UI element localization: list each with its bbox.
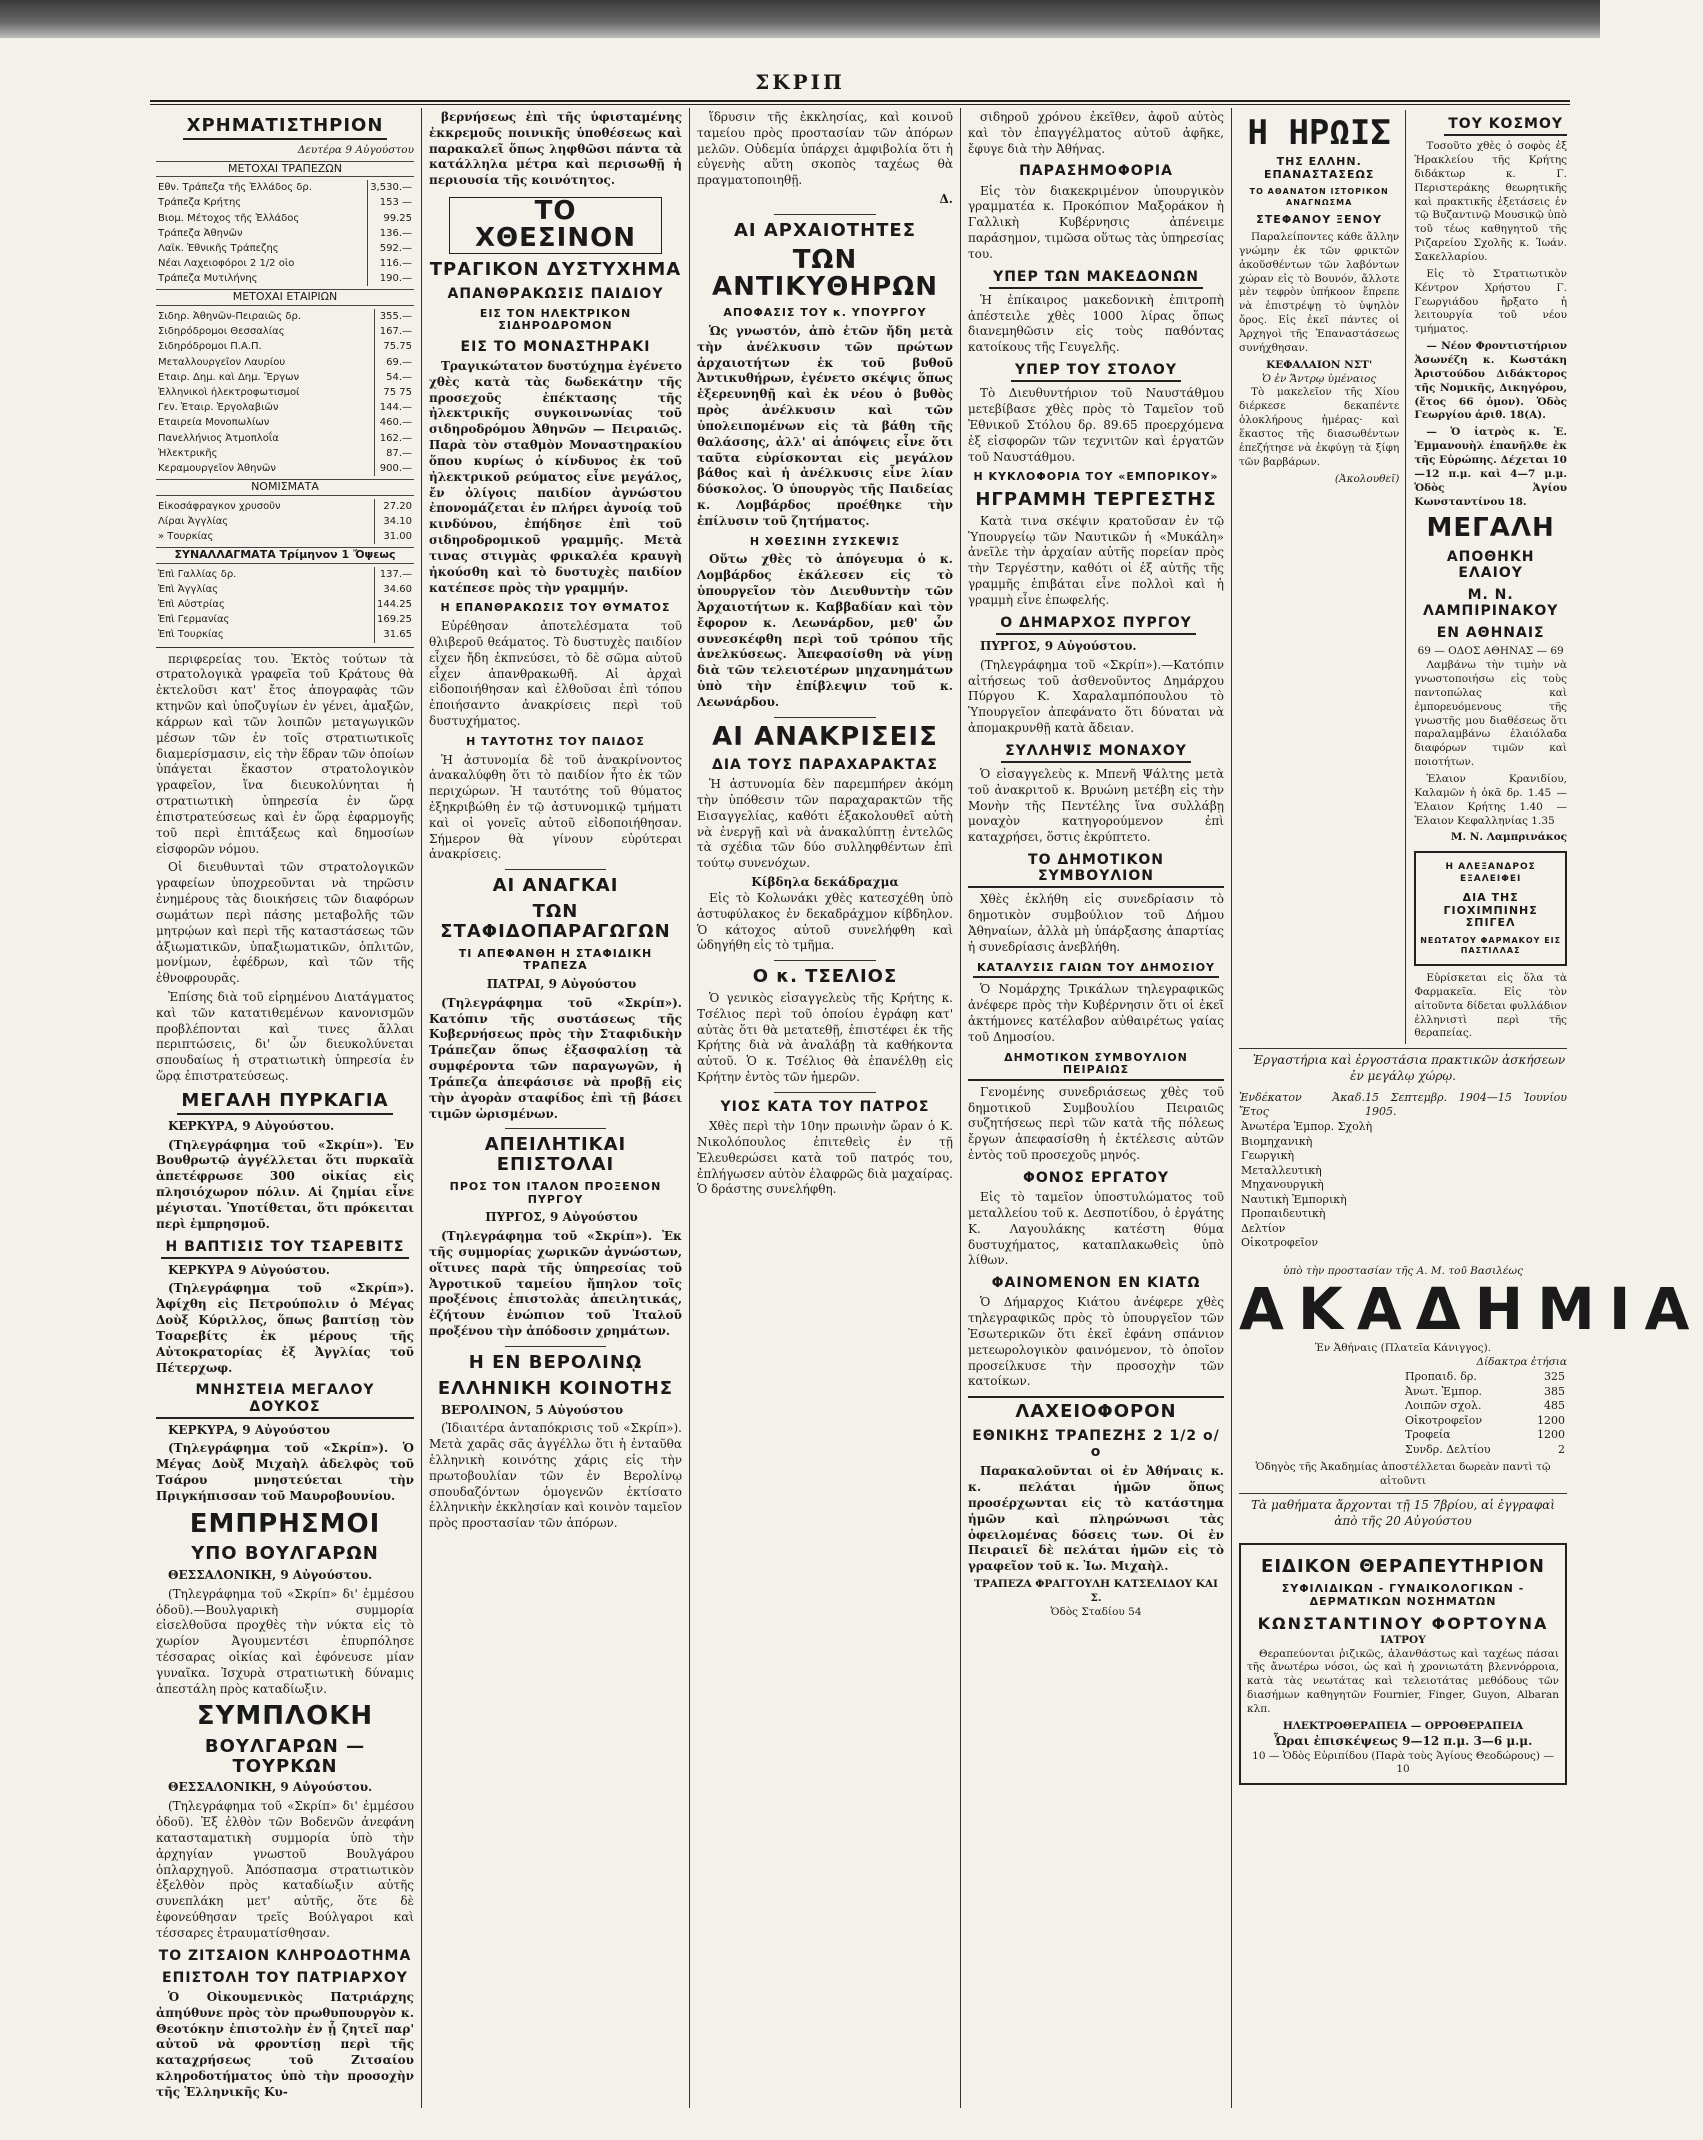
row-label: Βιομ. Μέτοχος τῆς Ἑλλάδος — [158, 212, 300, 224]
article-paragraph: Ἡ ἀστυνομία δὲν παρεμπήρεν ἀκόμη τὴν ὑπόθεσιν τῶν παραχαρακτῶν τῆς Εισαγγελίας, καθότι ἐξακολουθεῖ αὐτὴ νὰ ἐνεργῇ καὶ νὰ ἀνακαλύπτῃ ἐντελῶς τὰ σχέδια τῶν δύο συλληφθέντων ἐπὶ τούτῳ συνενόχων. — [697, 777, 953, 871]
table-row — [156, 461, 414, 476]
row-label: Εἰκοσάφραγκον χρυσοῦν — [158, 500, 281, 512]
currency-header: ΝΟΜΙΣΜΑΤΑ — [156, 479, 414, 496]
row-label: Τροφεία — [1405, 1428, 1451, 1442]
article-paragraph: (Τηλεγράφημα τοῦ «Σκρίπ»).—Κατόπιν αἰτήσεως τοῦ ἀσθενοῦντος Δημάρχου Πύργου Κ. Χαραλαμπόπουλου τὸ Ὑπουργεῖον ἀπεφάνατο ὅτι δύναται νὰ ἀπομακρυνθῇ κατὰ ἄδειαν. — [968, 657, 1224, 735]
akademia-note: Ὁδηγὸς τῆς Ἀκαδημίας ἀποστέλλεται δωρεὰν παντὶ τῷ αἰτοῦντι — [1255, 1461, 1551, 1487]
article-paragraph: Εὑρίσκεται εἰς ὅλα τὰ Φαρμακεῖα. Εἰς τὸν αἰτοῦντα δίδεται φυλλάδιον ἐλληνιστὶ περὶ τῆς θεραπείας. — [1414, 972, 1567, 1040]
headline-council: ΤΟ ΔΗΜΟΤΙΚΟΝ ΣΥΜΒΟΥΛΙΟΝ — [968, 852, 1224, 888]
headline-berlin-2: ΕΛΛΗΝΙΚΗ ΚΟΙΝΟΤΗΣ — [437, 1377, 674, 1399]
column-divider — [421, 108, 422, 2108]
table-row — [156, 627, 414, 642]
headline-macedonians: ΥΠΕΡ ΤΩΝ ΜΑΚΕΔΟΝΩΝ — [968, 269, 1224, 289]
headline-main-2: ΤΡΑΓΙΚΟΝ ΔΥΣΤΥΧΗΜΑ — [429, 258, 682, 280]
row-value: 190.— — [368, 271, 414, 286]
divider — [774, 960, 876, 961]
scan-top-band — [0, 0, 1600, 38]
lottery-signature: ΤΡΑΠΕΖΑ ΦΡΑΓΓΟΥΛΗ ΚΑΤΣΕΛΙΔΟΥ ΚΑΙ Σ. — [974, 1578, 1218, 1604]
table-row — [1239, 1135, 1567, 1150]
headline-baptism: Η ΒΑΠΤΙΣΙΣ ΤΟΥ ΤΣΑΡΕΒΙΤΣ — [156, 1239, 414, 1259]
dateline: ΠΥΡΓΟΣ, 9 Αὐγούστου — [485, 1210, 638, 1225]
headline-lands: ΚΑΤΑΛΥΣΙΣ ΓΑΙΩΝ ΤΟΥ ΔΗΜΟΣΙΟΥ — [968, 962, 1224, 979]
headline-arson: ΕΜΠΡΗΣΜΟΙ — [189, 1508, 381, 1539]
headline-son: ΥΙΟΣ ΚΑΤΑ ΤΟΥ ΠΑΤΡΟΣ — [720, 1098, 930, 1115]
pharma-ad-title-2: ΔΙΑ ΤΗΣ ΓΙΟΧΙΜΠΙΝΗΣ ΣΠΙΓΕΛ — [1443, 890, 1538, 930]
headline-line: Η ΚΥΚΛΟΦΟΡΙΑ ΤΟΥ «ΕΜΠΟΡΙΚΟΥ» — [973, 470, 1219, 484]
article-paragraph: (Τηλεγράφημα τοῦ «Σκρίπ»). Ἐν Βουθρωτῷ ἀγγέλλεται ὅτι πυρκαϊὰ ἀπετέφρωσε 300 οἰκίας εἰς πλησιόχωρον πόλιν. Αἱ ζημίαι εἶνε μέγισται. Ὑποτίθεται, ὅτι πρόκειται περὶ ἐμπρησμοῦ. — [156, 1137, 414, 1231]
divider — [505, 869, 606, 870]
workshop-note: Ἐργαστήρια καὶ ἐργοστάσια πρακτικῶν ἀσκήσεων ἐν μεγάλῳ χώρῳ. — [1252, 1053, 1566, 1084]
article-paragraph: Παρακαλοῦνται οἱ ἐν Ἀθήναις κ. κ. πελάται ἡμῶν ὅπως προσέρχωνται εἰς τὸ κατάστημα ἡμῶν καὶ πληρώνωσι τὰς ὀφειλομένας δόσεις των. Οἱ ἐν Πειραιεῖ δὲ πελάται ἡμῶν εἰς τὸ γραφεῖον τοῦ κ. Ἰω. Μιχαὴλ. — [968, 1464, 1224, 1574]
akademia-year: Ἐνδέκατον Ἀκαδ. Ἔτος — [1239, 1090, 1365, 1119]
article-paragraph: Ὡς γνωστόν, ἀπὸ ἐτῶν ἤδη μετὰ τὴν ἀνέλκυσιν τῶν πρώτων ἀρχαιοτήτων ἐκ τοῦ βυθοῦ Ἀντικυθήρων, ἐγένετο σκέψις ὅπως ἐξερευνηθῇ καὶ ἐκ νέου ὁ βυθὸς πρὸς ἀνέλκυσιν καὶ τῶν ὑπολειπομένων εἰς τὰ βάθη τῆς θαλάσσης, ἀλλ' αἱ ἀπόψεις εἶνε ὅτι ταῦτα εὑρίσκονται εἰς μεγάλον βάθος καὶ ἡ ἀνέλκυσις εἶνε λίαν δύσκολος. Ὁ ὑπουργὸς τῆς Παιδείας κ. Λομβάρδος προέθηκε τὴν ἐπίλυσιν τοῦ ζητήματος. — [697, 324, 953, 528]
row-value: 87.— — [374, 446, 414, 461]
header-rule-thin — [150, 104, 1570, 105]
headline-main: ΤΟ ΧΘΕΣΙΝΟΝ — [449, 197, 662, 254]
column-divider — [960, 108, 961, 2108]
row-value: 144.— — [374, 400, 414, 415]
headline-decoration: ΠΑΡΑΣΗΜΟΦΟΡΙΑ — [1019, 163, 1173, 180]
article-paragraph: Ὁ Δήμαρχος Κιάτου ἀνέφερε χθὲς τηλεγραφικῶς πρὸς τὸ ὑπουργεῖον τῶν Ἐσωτερικῶν ὅτι ἐκεῖ ἐφάνη σπάνιον μετεωρολογικὸν φαινόμενον, τὸ ὁποῖον προσείλκυσε τὴν προσοχὴν τῶν κατοίκων. — [968, 1295, 1224, 1389]
table-row — [156, 339, 414, 354]
subheadline: Η ΧΘΕΣΙΝΗ ΣΥΣΚΕΨΙΣ — [749, 534, 901, 548]
akademia-header — [1239, 1091, 1567, 1120]
column-5 — [1233, 110, 1703, 2110]
row-value: 167.— — [374, 324, 414, 339]
article-paragraph: Τοσοῦτο χθὲς ὁ σοφὸς ἐξ Ἡρακλείου τῆς Κρήτης διδάκτωρ κ. Γ. Περιστεράκης θεωρητικῆς καὶ πρακτικῆς ἐξετάσεις ἐν τῷ Βυζαντινῷ Μουσικῷ ὑπὸ τοῦ τέως καθηγητοῦ τῆς Ριζαρείου Σχολῆς κ. Ἰωάν. Σακελλαρίου. — [1414, 140, 1567, 263]
headline-heroine-3: ΤΟ ΑΘΑΝΑΤΟΝ ΙΣΤΟΡΙΚΟΝ ΑΝΑΓΝΩΣΜΑ — [1249, 187, 1389, 207]
table-row — [156, 226, 414, 241]
pharma-ad-title: Η ΑΛΕΞΑΝΔΡΟΣ ΕΞΑΛΕΙΦΕΙ — [1445, 862, 1536, 885]
headline-worker: ΦΟΝΟΣ ΕΡΓΑΤΟΥ — [1022, 1169, 1170, 1186]
table-row — [156, 415, 414, 430]
dateline: ΘΕΣΣΑΛΟΝΙΚΗ, 9 Αὐγούστου. — [168, 1780, 373, 1795]
row-label: Ἑλληνικοὶ ἠλεκτροφωτισμοί — [158, 386, 300, 398]
table-row — [156, 529, 414, 544]
table-row — [1403, 1399, 1567, 1414]
article-paragraph: Ὁ εἰσαγγελεὺς κ. Μπενῆ Ψάλτης μετὰ τοῦ ἀνακριτοῦ κ. Βρυώνη μετέβη εἰς τὴν Μονὴν τῆς Πεντέλης ἵνα συλλάβῃ μοναχὸν κατηγορούμενον ἐπὶ καταχρήσει, ὅστις ἐκρύπτετο. — [968, 766, 1224, 845]
dateline: ΘΕΣΣΑΛΟΝΙΚΗ, 9 Αὐγούστου. — [168, 1567, 373, 1582]
article-paragraph: βερνήσεως ἐπὶ τῆς ὑφισταμένης ἐκκρεμοῦς ποινικῆς ὑποθέσεως καὶ παρακαλεῖ ὅπως ληφθῶσι πάντα τὰ κατάλληλα μέτρα καὶ περισωθῇ ἡ περιουσία τῆς κοινότητος. — [429, 110, 682, 188]
article-paragraph: Τὸ Διευθυντήριον τοῦ Ναυστάθμου μετεβίβασε χθὲς πρὸς τὸ Ταμεῖον τοῦ Ἐθνικοῦ Στόλου δρ. 89.65 προερχόμενα ἐξ εἰσφορῶν τῶν τεχνιτῶν καὶ ἐργατῶν τοῦ Ναυστάθμου. — [968, 386, 1224, 464]
row-value: 34.60 — [374, 582, 414, 597]
column-1 — [150, 110, 420, 2110]
divider — [505, 1346, 606, 1347]
section-label: Βιομηχανικὴ — [1241, 1134, 1313, 1148]
article-paragraph: (Ἰδιαιτέρα ἀνταπόκρισις τοῦ «Σκρίπ»). Μετὰ χαρᾶς σᾶς ἀγγέλλω ὅτι ἡ ἐνταῦθα ἑλληνικὴ κοινότης χάρις εἰς τὴν πρωτοβουλίαν τῶν ἐν Βερολίνῳ σπουδαζόντων ὁμογενῶν ἐκτίσατο ἑλληνικὴν ἐκκλησίαν καὶ κοινὸν ταμεῖον πρὸς προστασίαν τῶν ἀπόρων. — [429, 1421, 682, 1531]
headline-antiquities: ΑΙ ΑΡΧΑΙΟΤΗΤΕΣ — [733, 219, 917, 241]
divider — [774, 1092, 876, 1093]
headline-inquiries-2: ΔΙΑ ΤΟΥΣ ΠΑΡΑΧΑΡΑΚΤΑΣ — [712, 756, 938, 773]
divider — [1239, 1048, 1567, 1049]
chapter-subtitle: Ὁ ἐν Ἄντρῳ ὑμέναιος — [1261, 372, 1377, 385]
article-paragraph: σιδηροῦ χρόνου ἐκεῖθεν, ἀφοῦ αὐτὸς καὶ τὸν ἐπαγγέλματος αὐτοῦ ἀφῆκε, ἔφυγε διὰ τὴν Ἀθήνας. — [968, 110, 1224, 156]
row-value: 485 — [1544, 1399, 1565, 1413]
headline-raisin-3: ΤΙ ΑΠΕΦΑΝΘΗ Η ΣΤΑΦΙΔΙΚΗ ΤΡΑΠΕΖΑ — [458, 946, 653, 973]
headline-heroine-2: ΤΗΣ ΕΛΛΗΝ. ΕΠΑΝΑΣΤΑΣΕΩΣ — [1263, 155, 1375, 181]
article-paragraph: Λαμβάνω τὴν τιμὴν νὰ γνωστοποιήσω εἰς τοὺς παντοπώλας καὶ ἐμπορευόμενους τῆς γνωστῆς μου διαθέσεως ὅτι παραλαμβάνω ἐλαιόλαδα διαφόρων τιμῶν καὶ ποιοτήτων. — [1414, 659, 1567, 769]
table-row — [156, 612, 414, 627]
row-value: 162.— — [374, 431, 414, 446]
row-label: Σιδηρόδρομοι Θεσσαλίας — [158, 326, 285, 338]
article-paragraph: Εἰς τὸ Κολωνάκι χθὲς κατεσχέθη ὑπὸ ἀστυφύλακος ἐν δεκαδράχμον κίβδηλον. Ὁ κάτοχος αὐτοῦ συνελήφθη καὶ ὡδηγήθη εἰς τὸ τμῆμα. — [697, 890, 953, 953]
article-paragraph: Θεραπεύονται ῥιζικῶς, ἀλανθάστως καὶ ταχέως πάσαι τῆς ἄνωτέρω νόσοι, ὡς καὶ ἡ χρονιωτάτη βλεννόρροια, κατὰ τὰς νεωτάτας καὶ τελειοτάτας μεθόδους τῶν διασήμων καθηγητῶν Fournier, Finger, Guyon, Albaran κλπ. — [1247, 1647, 1559, 1715]
column-3 — [691, 110, 959, 2110]
row-value: 31.65 — [374, 627, 414, 642]
row-label: Λοιπῶν σχολ. — [1405, 1399, 1482, 1413]
world-section — [1414, 110, 1567, 1044]
table-row — [156, 582, 414, 597]
table-row — [1239, 1120, 1567, 1135]
article-paragraph: Ἡ ἀστυνομία δὲ τοῦ ἀνακρίνοντος ἀνακαλύφθη ὅτι τὸ παιδίον ἦτο ἐκ τῶν περιχώρων. Ἡ ταυτότης τοῦ θύματος ἐξηκριβώθη ἐν τῷ ἀστυνομικῷ τμήματι καὶ οἱ γονεῖς αὐτοῦ εἰδοποιήθησαν. Σήμερον θὰ γίνουν εὐρύτεραι ἀνακρίσεις. — [429, 752, 682, 862]
headline-lottery: ΛΑΧΕΙΟΦΟΡΟΝ — [968, 1396, 1224, 1422]
table-row — [156, 499, 414, 514]
pharma-ad — [1414, 851, 1567, 966]
serial-section — [1239, 110, 1406, 1044]
table-row — [156, 431, 414, 446]
row-label: Νέαι Λαχειοφόροι 2 1/2 οἱο — [158, 258, 295, 270]
table-row — [156, 400, 414, 415]
row-label: Ἐπὶ Γαλλίας δρ. — [158, 568, 237, 580]
article-paragraph: Ὁ γενικὸς εἰσαγγελεὺς τῆς Κρήτης κ. Τσέλιος περὶ τοῦ ὁποίου ἐγράφη κατ' αὐτὰς ὅτι θὰ μετατεθῇ, ἐπιστέφει ἐκ τῆς Κρήτης διὰ νὰ ἀναλάβῃ τὰ καθήκοντα αὐτοῦ. Ὁ κ. Τσέλιος θὰ ἐπανέλθῃ εἰς Κρήτην ἐντὸς τῶν ἡμερῶν. — [697, 990, 953, 1085]
article-paragraph: Ἐλαιον Κρανιδίου, Καλαμῶν ἡ ὀκᾶ δρ. 1.45 — Ἐλαιον Κρήτης 1.40 — Ἐλαιον Κεφαλληνίας 1.35 — [1414, 772, 1567, 827]
article-paragraph: Εἰς τὸ ταμεῖον ὑποστυλώματος τοῦ μεταλλείου τοῦ κ. Δεσποτίδου, ὁ ἐργάτης Κ. Λαγουλάκης κατέστη θύμα δυστυχήματος, καταπλακωθεὶς ὑπὸ λίθων. — [968, 1190, 1224, 1268]
companies-table — [156, 309, 414, 476]
headline-inquiries: ΑΙ ΑΝΑΚΡΙΣΕΙΣ — [712, 721, 938, 752]
headline-raisin: ΑΙ ΑΝΑΓΚΑΙ — [492, 875, 619, 897]
row-label: Εταιρ. Δημ. καὶ Δημ. Ἔργων — [158, 371, 300, 383]
article-paragraph: (Τηλεγράφημα τοῦ «Σκρίπ»). Ἀφίχθη εἰς Πετρούπολιν ὁ Μέγας Δοὺξ Κύριλλος, ὅπως βαπτίσῃ τὸν Τσαρεβίτς ἐκ μέρους τῆς Αὐτοκρατορίας ἐξ Ἀγγλίας τοῦ Πέτερχωφ. — [156, 1281, 414, 1375]
table-row — [156, 355, 414, 370]
currency-table — [156, 499, 414, 545]
row-value: 99.25 — [368, 211, 414, 226]
article-paragraph: Εἰς τὸ Στρατιωτικὸν Κέντρον Χρήστου Γ. Γεωργιάδου ἤρξατο ἡ λειτουργία τοῦ νέου τμήματος. — [1414, 267, 1567, 336]
table-row — [156, 256, 414, 271]
table-row — [156, 211, 414, 226]
row-value: 1200 — [1537, 1413, 1565, 1427]
headline-antiquities-2: ΤΩΝ ΑΝΤΙΚΥΘΗΡΩΝ — [711, 244, 939, 303]
headline-lottery-2: ΕΘΝΙΚΗΣ ΤΡΑΠΕΖΗΣ 2 1/2 ο/ο — [972, 1428, 1220, 1461]
akademia-place: Ἐν Ἀθήναις (Πλατεῖα Κάνιγγος). — [1314, 1342, 1492, 1355]
dateline: ΠΑΤΡΑΙ, 9 Αὐγούστου — [486, 976, 637, 991]
row-label: Πανελλήνιος Ἀτμοπλοΐα — [158, 432, 279, 444]
headline-clash-sub: ΒΟΥΛΓΑΡΩΝ — ΤΟΥΡΚΩΝ — [204, 1735, 366, 1777]
row-label: Εταιρεία Μονοπωλίων — [158, 417, 270, 429]
row-value: 31.00 — [374, 529, 414, 544]
oil-ad-address: 69 — ΟΔΟΣ ΑΘΗΝΑΣ — 69 — [1417, 645, 1564, 658]
chapter-heading: ΚΕΦΑΛΑΙΟΝ ΝΣΤ' — [1266, 358, 1373, 371]
row-label: Λαϊκ. Ἐθνικῆς Τράπεζης — [158, 242, 279, 254]
row-label: Ἐπὶ Τουρκίας — [158, 629, 224, 641]
row-label: Τράπεζα Ἀθηνῶν — [158, 227, 243, 239]
table-row — [1239, 1236, 1567, 1251]
row-label: Τράπεζα Μυτιλήνης — [158, 273, 258, 285]
table-row — [1403, 1443, 1567, 1458]
companies-header: ΜΕΤΟΧΑΙ ΕΤΑΙΡΙΩΝ — [156, 289, 414, 306]
akademia-fees — [1403, 1370, 1567, 1457]
section-label: Δελτίον — [1241, 1221, 1286, 1235]
row-label: Γεν. Ἐταιρ. Ἐργολαβιῶν — [158, 402, 279, 414]
row-label: Προπαιδ. δρ. — [1405, 1370, 1477, 1383]
headline-main-5: ΕΙΣ ΤΟ ΜΟΝΑΣΤΗΡΑΚΙ — [460, 338, 651, 355]
article-paragraph: Ὁ Νομάρχης Τρικάλων τηλεγραφικῶς ἀνέφερε πρὸς τὴν Κυβέρνησιν ὅτι οἱ ἐκεῖ ἀκτήμονες κατέλαβον αὐθαιρέτως γαίας τοῦ Δημοσίου. — [968, 982, 1224, 1044]
continued-note: (Ἀκολουθεῖ) — [1334, 472, 1400, 485]
table-row — [1239, 1222, 1567, 1237]
article-paragraph: (Τηλεγράφημα τοῦ «Σκρίπ»). Κατόπιν τῆς συστάσεως τῆς Κυβερνήσεως πρὸς τὴν Σταφιδικὴν Τράπεζαν ὅπως ἐξασφαλίσῃ τὰ συμφέροντα τῶν παραγωγῶν, ἡ Τράπεζα ἀπεφάσισε νὰ προβῇ εἰς τὴν ἀγορὰν σταφίδος ἐπὶ τῇ βάσει τιμῶν ὡρισμένων. — [429, 995, 682, 1121]
article-paragraph: (Τηλεγράφημα τοῦ «Σκρίπ» δι' ἐμμέσου ὁδοῦ).—Βουλγαρικὴ συμμορία εἰσελθοῦσα προχθὲς τὴν νύκτα εἰς τὸ χωρίον Ἀγουμεντέσι ἐπυρπόλησε τέσσαρας οἰκίας καὶ ἐφόνευσε μίαν γυναῖκα. Ἰσχυρὰ στρατιωτικὴ δύναμις ἀπεστάλη πρὸς καταδίωξιν. — [156, 1586, 414, 1696]
row-value: 75 75 — [374, 385, 414, 400]
clinic-role: ΙΑΤΡΟΥ — [1380, 1633, 1426, 1646]
table-row — [156, 271, 414, 286]
table-row — [156, 241, 414, 256]
table-row — [1239, 1164, 1567, 1179]
akademia-patron: ὑπὸ τὴν προστασίαν τῆς Α. Μ. τοῦ Βασιλέως — [1283, 1264, 1523, 1277]
divider — [774, 214, 876, 215]
row-value: 75.75 — [374, 339, 414, 354]
pharma-ad-title-3: ΝΕΩΤΑΤΟΥ ΦΑΡΜΑΚΟΥ ΕΙΣ ΠΑΣΤΙΛΛΑΣ — [1420, 935, 1562, 956]
article-paragraph: (Τηλεγράφημα τοῦ «Σκρίπ» δι' ἐμμέσου ὁδοῦ). Ἐξ ἐλθὸν τῶν Βοδενῶν ἀνεφάνη κατασταματικὴ συμμορία ὑπὸ τὴν ἀρχηγίαν γνωστοῦ Βουλγάρου ὁπλαρχηγοῦ. Ἀπόσπασμα στρατιωτικὸν ἐξελθὸν πρὸς καταδίωξιν αὐτῆς συνεπλάκη μετ' αὐτῆς, ὅτε δὲ ἐφονεύθησαν τρεῖς Βούλγαροι καὶ τέσσαρες ἐτραυματίσθησαν. — [156, 1799, 414, 1940]
akademia-sections — [1239, 1120, 1567, 1251]
article-paragraph: Κατὰ τινα σκέψιν κρατοῦσαν ἐν τῷ Ὑπουργείῳ τῶν Ναυτικῶν ἡ «Μυκάλη» ἀνεῖλε τὴν ἀρχαίαν αὐτῆς πορείαν πρὸς τὴν Τεργέστην, καθότι οἱ ἐξ αὐτῆς τῆς γραμμῆς ἐπιβάται εἶνε πολλοὶ καὶ ἡ γραμμὴ εἶνε ἐπωφελής. — [968, 513, 1224, 607]
table-row — [1239, 1178, 1567, 1193]
row-label: Ἀνωτ. Ἐμπορ. — [1405, 1384, 1483, 1398]
row-value: 144.25 — [374, 597, 414, 612]
row-label: Σιδηρόδρομοι Π.Α.Π. — [158, 341, 262, 353]
page-masthead: ΣΚΡΙΠ — [755, 70, 845, 94]
headline-kiato: ΦΑΙΝΟΜΕΝΟΝ ΕΝ ΚΙΑΤΩ — [991, 1275, 1201, 1292]
clinic-address: 10 — Ὁδὸς Εὐριπίδου (Παρὰ τοὺς Ἁγίους Θεοδώρους) — 10 — [1252, 1749, 1554, 1776]
headline-piraeus: ΔΗΜΟΤΙΚΟΝ ΣΥΜΒΟΥΛΙΟΝ ΠΕΙΡΑΙΩΣ — [968, 1052, 1224, 1081]
headline-world: ΤΟΥ ΚΟΣΜΟΥ — [1414, 116, 1567, 136]
row-value: 69.— — [374, 355, 414, 370]
table-row — [156, 195, 414, 210]
row-value: 3,530.— — [368, 180, 414, 195]
article-paragraph: — Νέον Φροντιστήριον Ἀσωνέζη κ. Κωστάκη Ἀριστούδου Διδάκτορος τῆς Νομικῆς, Δικηγόρου, (ἔτος 66 ὁμον). Ὁδὸς Γεωργίου ἀριθ. 18(Α). — [1414, 340, 1567, 422]
row-value: 27.20 — [374, 499, 414, 514]
row-value: 385 — [1544, 1384, 1565, 1398]
fx-header: ΣΥΝΑΛΛΑΓΜΑΤΑ Τρίμηνον 1 Ὄψεως — [156, 547, 414, 564]
exchange-title: ΧΡΗΜΑΤΙΣΤΗΡΙΟΝ — [156, 116, 414, 140]
subheadline: Κίβδηλα δεκάδραχμα — [751, 875, 899, 890]
row-value: 169.25 — [374, 612, 414, 627]
akademia-lessons: Τὰ μαθήματα ἄρχονται τῇ 15 7βρίου, αἱ ἐγγραφαὶ ἀπὸ τῆς 20 Αὐγούστου — [1251, 1497, 1555, 1528]
column-2 — [423, 110, 688, 2110]
row-value: 592.— — [368, 241, 414, 256]
column-4 — [962, 110, 1230, 2110]
row-label: Ἠλεκτρικῆς — [158, 447, 218, 459]
lottery-address: Ὁδὸς Σταδίου 54 — [1050, 1605, 1142, 1618]
table-row — [156, 597, 414, 612]
row-value: 355.— — [374, 309, 414, 324]
clinic-title: ΕΙΔΙΚΟΝ ΘΕΡΑΠΕΥΤΗΡΙΟΝ — [1261, 1556, 1545, 1578]
headline-fleet: ΥΠΕΡ ΤΟΥ ΣΤΟΛΟΥ — [968, 362, 1224, 382]
article-paragraph: Τὸ μακελεῖον τῆς Χίου διέρκεσε δεκαπέντε ὁλοκλήρους ἡμέρας· καὶ ἕκαστος τῆς διασωθέντων ἐπεζήτησε νὰ ἐκφύγῃ τὰ ξίφη τῶν βαρβάρων. — [1239, 386, 1400, 468]
table-row — [156, 567, 414, 582]
table-row — [1403, 1370, 1567, 1385]
headline-threat: ΑΠΕΙΛΗΤΙΚΑΙ ΕΠΙΣΤΟΛΑΙ — [484, 1134, 627, 1176]
article-paragraph: Τραγικώτατον δυστύχημα ἐγένετο χθὲς κατὰ τὰς δωδεκάτην τῆς προσεχοῦς ἐπέκτασης τῆς ἠλεκτρικῆς συγκοινωνίας τοῦ σιδηροδρόμου Ἀθηνῶν — Πειραιῶς. Παρὰ τὸν σταθμὸν Μοναστηρακίου ὅπου κυρίως ὁ κίνδυνος ἐκ τοῦ ἠλεκτρικοῦ ρεύματος εἶνε μεγάλος, ἔν ὀλίγοις παιδίον ἀγνώστου ἐπονομάζεται ἐν πλήρει ἀγνοίᾳ τοῦ κινδύνου, ἐπήδησε ἐπὶ τοῦ σιδηροδρομικοῦ γραμμῆς. Μετὰ τινας στιγμὰς φρικαλέα κραυγὴ ἠκούσθη καὶ τὸ δυστυχὲς παιδίον κατέπεσε πρὸς τὴν γραμμήν. — [429, 359, 682, 595]
column-divider — [1231, 108, 1232, 2108]
article-paragraph: Οἱ διευθυνταὶ τῶν στρατολογικῶν γραφείων ὑποχρεοῦνται νὰ τηρῶσιν ἐνημέρους τὰς διοικήσεις τῶν διαφόρων σωμάτων περὶ πάσης μεταβολῆς τῶν μητρῴων καὶ περὶ τῆς καταστάσεως τῶν ἀξιωματικῶν, ὑπαξιωματικῶν, ὁπλιτῶν, μονίμων, ἐφέδρων, καὶ τῶν τῆς ἐθνοφρουρᾶς. — [156, 860, 414, 986]
clinic-subtitle: ΣΥΦΙΛΙΔΙΚΩΝ - ΓΥΝΑΙΚΟΛΟΓΙΚΩΝ - ΔΕΡΜΑΤΙΚΩΝ ΝΟΣΗΜΑΤΩΝ — [1281, 1582, 1525, 1608]
row-value: 136.— — [368, 226, 414, 241]
dateline: ΚΕΡΚΥΡΑ, 9 Αὐγούστου — [168, 1422, 330, 1437]
table-row — [1403, 1428, 1567, 1443]
table-row — [156, 446, 414, 461]
headline-line-2: ΗΓΡΑΜΜΗ ΤΕΡΓΕΣΤΗΣ — [975, 489, 1217, 510]
oil-ad-title: ΜΕΓΑΛΗ — [1426, 513, 1555, 544]
headline-antiquities-3: ΑΠΟΦΑΣΙΣ ΤΟΥ κ. ΥΠΟΥΡΓΟΥ — [723, 306, 927, 320]
divider — [505, 1128, 606, 1129]
headline-raisin-2: ΤΩΝ ΣΤΑΦΙΔΟΠΑΡΑΓΩΓΩΝ — [440, 901, 671, 942]
table-row — [156, 370, 414, 385]
article-paragraph: Ὁ Οἰκουμενικὸς Πατριάρχης ἀπηύθυνε πρὸς τὸν πρωθυπουργὸν κ. Θεοτόκην ἐπιστολὴν ἐν ᾗ ζητεῖ παρ' αὐτοῦ νὰ φροντίσῃ περὶ τῆς καταχρήσεως τοῦ Ζιτσαίου κληροδοτήματος ὑπὸ τὴν προσοχὴν τῆς Ἑλληνικῆς Κυ- — [156, 1989, 414, 2099]
column-divider — [689, 108, 690, 2108]
headline-arson-sub: ΥΠΟ ΒΟΥΛΓΑΡΩΝ — [191, 1543, 379, 1565]
article-paragraph: Γενομένης συνεδριάσεως χθὲς τοῦ δημοτικοῦ Συμβουλίου Πειραιῶς συζητήσεως περὶ τῶν κατὰ τῆς πόλεως ἔργων ἀπεφασίσθη ἡ ἐκτέλεσις αὐτῶν ἐντὸς τοῦ προσεχοῦς μηνός. — [968, 1084, 1224, 1163]
row-label: Λίραι Ἀγγλίας — [158, 515, 229, 527]
row-label: Εθν. Τράπεζα τῆς Ἑλλάδος δρ. — [158, 182, 312, 194]
row-value: 34.10 — [374, 514, 414, 529]
table-row — [156, 385, 414, 400]
row-value: 54.— — [374, 370, 414, 385]
akademia-fees-title: Δίδακτρα ἐτήσια — [1476, 1356, 1567, 1369]
header-rule — [150, 100, 1570, 102]
section-label: Ἀνωτέρα Ἐμπορ. Σχολὴ — [1241, 1119, 1373, 1133]
row-label: Ἐπὶ Αὐστρίας — [158, 599, 225, 611]
dateline: ΒΕΡΟΛΙΝΟΝ, 5 Αὐγούστου — [441, 1402, 624, 1417]
top-row — [1239, 110, 1567, 1044]
headline-heroine: Η ΗΡΩΙΣ — [1247, 113, 1391, 153]
headline-berlin: Η ΕΝ ΒΕΡΟΛΙΝῼ — [468, 1351, 643, 1373]
row-label: Οἰκοτροφεῖον — [1405, 1413, 1483, 1427]
section-label: Προπαιδευτικὴ — [1241, 1207, 1326, 1221]
fx-table — [156, 567, 414, 643]
headline-monk: ΣΥΛΛΗΨΙΣ ΜΟΝΑΧΟΥ — [968, 743, 1224, 763]
row-value: 2 — [1558, 1442, 1565, 1456]
headline-bequest-sub: ΕΠΙΣΤΟΛΗ ΤΟΥ ΠΑΤΡΙΑΡΧΟΥ — [162, 1969, 408, 1986]
divider — [156, 647, 414, 648]
divider — [1239, 1493, 1567, 1494]
article-paragraph: Χθὲς περὶ τὴν 10ην πρωινὴν ὥραν ὁ Κ. Νικολόπουλος ἐπιτεθεὶς ἐν τῇ Ἐλευθερώσει κατὰ τοῦ πατρός του, ἐπλήγωσεν αὐτὸν ἐλαφρῶς διὰ μαχαίρας. Ὁ δράστης συνελήφθη. — [697, 1119, 953, 1197]
clinic-ad — [1239, 1543, 1567, 1785]
headline-clash: ΣΥΜΠΛΟΚΗ — [196, 1701, 374, 1732]
headline-heroine-4: ΣΤΕΦΑΝΟΥ ΞΕΝΟΥ — [1256, 213, 1383, 227]
row-label: Σιδηρ. Ἀθηνῶν-Πειραιῶς δρ. — [158, 311, 302, 322]
subheadline: Η ΤΑΥΤΟΤΗΣ ΤΟΥ ΠΑΙΔΟΣ — [466, 734, 645, 748]
oil-ad-title-3: Μ. Ν. ΛΑΜΠΙΡΙΝΑΚΟΥ — [1422, 586, 1559, 620]
headline-memorial: ΜΝΗΣΤΕΙΑ ΜΕΓΑΛΟΥ ΔΟΥΚΟΣ — [156, 1382, 414, 1418]
headline-tselios: Ο κ. ΤΣΕΛΙΟΣ — [752, 966, 898, 988]
article-paragraph: Χθὲς ἐκλήθη εἰς συνεδρίασιν τὸ δημοτικὸν συμβούλιον τοῦ Δήμου Ἀθηναίων, ἀλλὰ μὴ ὑπάρξασης ἀπαρτίας ἡ συνεδρίασις ἀνεβλήθη. — [968, 892, 1224, 954]
headline-fire: ΜΕΓΑΛΗ ΠΥΡΚΑΓΙΑ — [156, 1091, 414, 1115]
row-label: Ἐπὶ Ἀγγλίας — [158, 583, 219, 595]
table-row — [156, 514, 414, 529]
oil-ad-title-4: ΕΝ ΑΘΗΝΑΙΣ — [1436, 625, 1545, 642]
table-row — [1403, 1414, 1567, 1429]
akademia-name: ΑΚΑΔΗΜΙΑ — [1239, 1275, 1703, 1344]
headline-bequest: ΤΟ ΖΙΤΣΑΙΟΝ ΚΛΗΡΟΔΟΤΗΜΑ — [158, 1947, 412, 1964]
clinic-services: ΗΛΕΚΤΡΟΘΕΡΑΠΕΙΑ — ΟΡΡΟΘΕΡΑΠΕΙΑ — [1282, 1719, 1524, 1732]
article-paragraph: (Τηλεγράφημα τοῦ «Σκρίπ»). Ἐκ τῆς συμμορίας χωρικῶν ἀγνώστων, οἵτινες παρὰ τῆς ὑπηρεσίας τοῦ Ἀγροτικοῦ ταμείου ἤπηλον τοῖς προξένοις ἐπιστολὰς ἀπειλητικάς, ἐζήτουν ἐνώπιον τοῦ Ἰταλοῦ προξένου τὴν ἀπόδοσιν χρημάτων. — [429, 1229, 682, 1339]
article-paragraph: Ἡ ἐπίκαιρος μακεδονικὴ ἐπιτροπὴ ἀπέστειλε χθὲς 1000 λίρας ὅπως διανεμηθῶσιν εἰς τοὺς παθόντας κατοίκους τῆς Γευγελῆς. — [968, 292, 1224, 355]
table-row — [156, 324, 414, 339]
clinic-doctor: ΚΩΝΣΤΑΝΤΙΝΟΥ ΦΟΡΤΟΥΝΑ — [1257, 1613, 1549, 1633]
article-paragraph: ἵδρυσιν τῆς ἐκκλησίας, καὶ κοινοῦ ταμείου πρὸς προστασίαν τῶν ἀπόρων μελῶν. Οὐδεμία ὑπάρχει ἀμφιβολία ὅτι ἡ εὐγενὴς αὕτη σκοπὸς ταχέως θὰ πραγματοποιηθῇ. — [697, 110, 953, 188]
row-value: 460.— — [374, 415, 414, 430]
article-paragraph: περιφερείας του. Ἐκτὸς τούτων τὰ στρατολογικὰ γραφεῖα τοῦ Κράτους θὰ ἐκτελοῦσι κατ' ἔτος ἀπογραφὰς τῶν κτηνῶν καὶ ὑποζυγίων ἐν γένει, ἁμαξῶν, κάρρων καὶ τῶν λοιπῶν μεταγωγικῶν μέσων τῶν ἐν τοῖς στρατιωτικοῖς διαμερίσμασιν, εἰς τὴν ἕδραν τῶν ὁποίων ὑπάγεται ἕκαστον στρατολογικὸν γραφεῖον, ἵνα διευκολύνηται ἡ στρατιωτικὴ ὑπηρεσία ἐν ὥρᾳ ἐπιστρατεύσεως καὶ ἐν ὥρᾳ ἐφαρμογῆς τοῦ περὶ ἐπιτάξεως καὶ δημοσίων εἰσφορῶν νόμου. — [156, 651, 414, 856]
article-paragraph: (Τηλεγράφημα τοῦ «Σκρίπ»). Ὁ Μέγας Δοὺξ Μιχαὴλ ἀδελφὸς τοῦ Τσάρου μνηστεύεται τὴν Πριγκήπισσαν τοῦ Μαυροβουνίου. — [156, 1441, 414, 1503]
row-label: Τράπεζα Κρήτης — [158, 197, 242, 209]
row-value: 325 — [1544, 1370, 1565, 1383]
table-row — [156, 180, 414, 195]
table-row — [156, 309, 414, 324]
headline-threat-2: ΠΡΟΣ ΤΟΝ ΙΤΑΛΟΝ ΠΡΟΞΕΝΟΝ ΠΥΡΓΟΥ — [449, 1180, 662, 1206]
akademia-dates: 15 Σεπτεμβρ. 1904—15 Ἰουνίου 1905. — [1364, 1090, 1567, 1119]
row-value: 153 — — [368, 195, 414, 210]
table-row — [1403, 1385, 1567, 1400]
banks-table — [156, 180, 414, 286]
article-paragraph: Ἐπίσης διὰ τοῦ εἰρημένου Διατάγματος καὶ τῶν κατατιθεμένων κανονισμῶν προβλέπονται καὶ τινες ἄλλαι περιπτώσεις, δι' ὧν διευκολύνεται σπουδαίως ἡ στρατιωτικὴ ὑπηρεσία ἐν ὥρᾳ ἐπιστρατεύσεως. — [156, 989, 414, 1084]
row-label: Κεραμουργεῖον Ἀθηνῶν — [158, 462, 276, 474]
section-label: Μεταλλευτικὴ — [1241, 1163, 1322, 1177]
clinic-hours: Ὧραι ἐπισκέψεως 9—12 π.μ. 3—6 μ.μ. — [1273, 1733, 1533, 1748]
article-paragraph: Οὕτω χθὲς τὸ ἀπόγευμα ὁ κ. Λομβάρδος ἐκάλεσεν εἰς τὸ ὑπουργεῖον τὸν Διευθυντὴν τῶν Ἀρχαιοτήτων κ. Καββαδίαν καὶ τὸν ἔφορον κ. Λεωνάρδον, μεθ' ὧν συνεσκέφθη περὶ τοῦ τρόπου τῆς ἀνελκύσεως. Ἀπεφασίσθη νὰ γίνῃ διὰ τῶν τελειοτέρων μηχανημάτων ὑπὸ τὴν ἐπίβλεψιν τοῦ κ. Λεωνάρδου. — [697, 552, 953, 709]
headline-main-3: ΑΠΑΝΘΡΑΚΩΣΙΣ ΠΑΙΔΙΟΥ — [447, 285, 664, 302]
oil-ad-title-2: ΑΠΟΘΗΚΗ ΕΛΑΙΟΥ — [1446, 548, 1535, 581]
exchange-date: Δευτέρα 9 Αὐγούστου — [297, 143, 414, 156]
signature: Δ. — [939, 192, 953, 207]
headline-main-4: ΕΙΣ ΤΟΝ ΗΛΕΚΤΡΙΚΟΝ ΣΙΔΗΡΟΔΡΟΜΟΝ — [479, 306, 632, 333]
section-label: Ναυτικὴ Ἐμπορικὴ — [1241, 1192, 1347, 1206]
row-value: 1200 — [1537, 1428, 1565, 1442]
section-label: Οἰκοτροφεῖον — [1241, 1236, 1319, 1250]
divider — [774, 717, 876, 718]
row-label: Συνδρ. Δελτίου — [1405, 1442, 1491, 1456]
banks-header: ΜΕΤΟΧΑΙ ΤΡΑΠΕΖΩΝ — [156, 161, 414, 178]
row-value: 900.— — [374, 461, 414, 476]
article-paragraph: Παραλείποντες κάθε ἄλλην γνώμην ἐκ τῶν φρικτῶν ἀκοῦσθέντων τῶν λαβόντων χώραν εἰς τὸ Βουνόν, ἄλλοτε μὲν τεφρὸν ὑπήκοον ἔπρεπε νὰ ἐπιστρέψῃ τὸ ὑψηλὸν ὄρος. Εἰς ἐκεῖ πάντες οἱ Ἀρχηγοὶ τῆς Ἐπαναστάσεως συνήχθησαν. — [1239, 231, 1400, 354]
headline-mayor: Ο ΔΗΜΑΡΧΟΣ ΠΥΡΓΟΥ — [968, 615, 1224, 635]
dateline: ΠΥΡΓΟΣ, 9 Αὐγούστου. — [980, 638, 1137, 653]
subheadline: Η ΕΠΑΝΘΡΑΚΩΣΙΣ ΤΟΥ ΘΥΜΑΤΟΣ — [440, 601, 671, 615]
row-label: Ἐπὶ Γερμανίας — [158, 614, 230, 626]
dateline: ΚΕΡΚΥΡΑ 9 Αὐγούστου. — [168, 1262, 330, 1277]
row-value: 116.— — [368, 256, 414, 271]
row-label: Μεταλλουργεῖον Λαυρίου — [158, 356, 286, 368]
article-paragraph: Εἰς τὸν διακεκριμένον ὑπουργικὸν γραμματέα κ. Προκόπιον Μαξοράκον ἡ Γαλλικὴ Κυβέρνησις ἀπένειμε παράσημον, τιμῶσα οὕτως τὰς ὑπηρεσίας του. — [968, 183, 1224, 261]
table-row — [1239, 1207, 1567, 1222]
table-row — [1239, 1149, 1567, 1164]
article-paragraph: Εὐρέθησαν ἀποτελέσματα τοῦ θλιβεροῦ θεάματος. Τὸ δυστυχὲς παιδίον εἶχεν ἤδη ἐκπνεύσει, τὸ δὲ σῶμα αὐτοῦ εἶχεν ἀπανθρακωθῆ. Αἱ ἀρχαὶ εἰδοποιήθησαν καὶ ἐλθοῦσαι ἐπὶ τόπου ἐποιήσαντο ἀνακρίσεις περὶ τοῦ δυστυχήματος. — [429, 619, 682, 729]
row-label: » Τουρκίας — [158, 530, 214, 542]
section-label: Μηχανουργικὴ — [1241, 1178, 1324, 1192]
table-row — [1239, 1193, 1567, 1208]
oil-ad-signature: Μ. Ν. Λαμπρινάκος — [1450, 831, 1567, 844]
article-paragraph: — Ὁ ἰατρὸς κ. Ἐ. Ἐμμανουὴλ ἐπανῆλθε ἐκ τῆς Εὐρώπης. Δέχεται 10—12 π.μ. καὶ 4—7 μ.μ. Ὁδὸς Ἁγίου Κωνσταντίνου 18. — [1414, 426, 1567, 508]
section-label: Γεωργικὴ — [1241, 1149, 1295, 1163]
dateline: ΚΕΡΚΥΡΑ, 9 Αὐγούστου. — [168, 1118, 335, 1133]
row-value: 137.— — [374, 567, 414, 582]
